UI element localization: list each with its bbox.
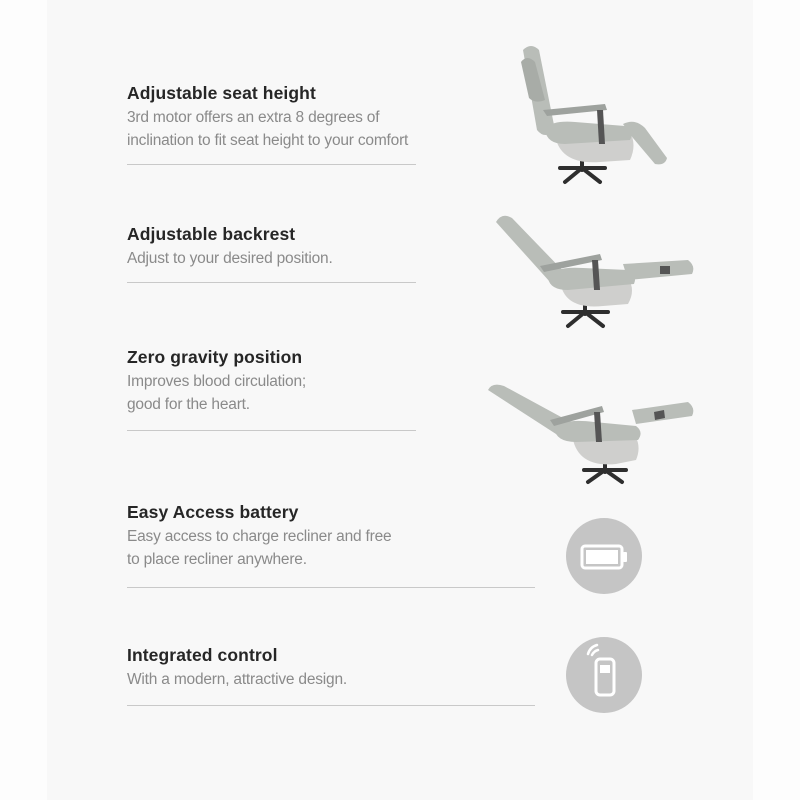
divider [127, 587, 535, 588]
feature-description: With a modern, attractive design. [127, 671, 347, 688]
feature-title: Adjustable seat height [127, 83, 316, 103]
recliner-zero-gravity-illustration [484, 380, 699, 490]
feature-battery [127, 501, 391, 571]
battery-icon [566, 518, 642, 594]
feature-zero-gravity [127, 346, 306, 416]
feature-description: Adjust to your desired position. [127, 250, 333, 267]
feature-description: Improves blood circulation; good for the heart. [127, 373, 306, 413]
feature-description: 3rd motor offers an extra 8 degrees of inclination to fit seat height to your comfort [127, 109, 409, 149]
remote-control-icon [566, 637, 642, 713]
remote-control-icon-circle [566, 637, 642, 713]
feature-seat-height [127, 82, 408, 152]
feature-backrest [127, 223, 333, 270]
recliner-reclined-illustration [488, 208, 698, 333]
divider [127, 430, 416, 431]
feature-title: Integrated control [127, 645, 278, 665]
feature-integrated-control [127, 644, 347, 691]
feature-title: Adjustable backrest [127, 224, 296, 244]
divider [127, 282, 416, 283]
recliner-upright-illustration [505, 40, 680, 190]
divider [127, 164, 416, 165]
feature-title: Easy Access battery [127, 502, 299, 522]
feature-description: Easy access to charge recliner and free to place recliner anywhere. [127, 528, 392, 568]
feature-title: Zero gravity position [127, 347, 303, 367]
battery-icon-circle [566, 518, 642, 594]
divider [127, 705, 535, 706]
